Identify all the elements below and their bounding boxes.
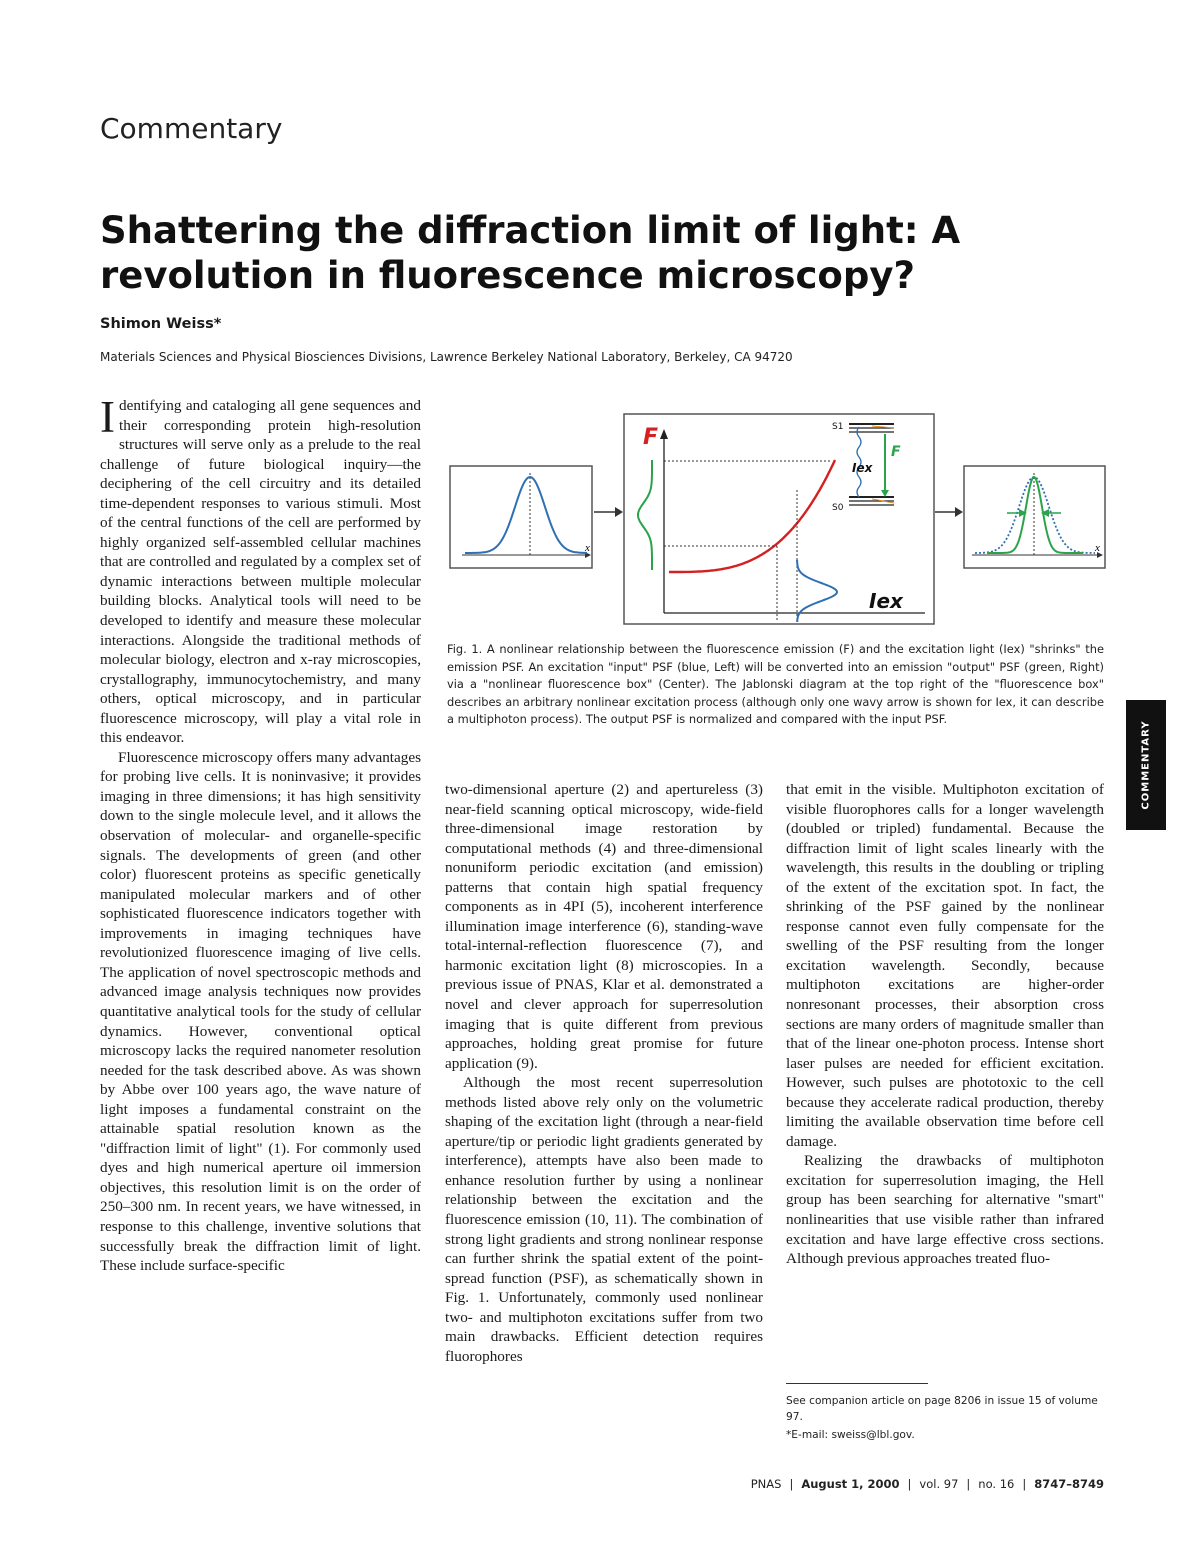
s0-level-label: S0 <box>832 503 844 513</box>
footnote-divider <box>786 1383 928 1384</box>
input-psf-panel <box>450 466 592 568</box>
page-footer: PNAS | August 1, 2000 | vol. 97 | no. 16 | 8747–8749 <box>750 1477 1104 1491</box>
fluorescence-axis-label: F <box>643 425 659 450</box>
output-psf-panel <box>964 466 1105 568</box>
footnotes <box>786 1393 1104 1445</box>
paragraph-4: Although the most recent superresolution methods listed above rely only on the volumetric shaping of the excitation light (through a near-field aperture/tip or periodic light gradients generated by interference), attempts have also been made to enhance resolution further by using a nonlinear relationship between the excitation and the fluorescence emission (10, 11). The combination of strong light gradients and strong nonlinear response can further shrink the spatial extent of the point-spread function (PSF), as schematically shown in Fig. 1. Unfortunately, commonly used nonlinear two- and multiphoton excitations suffer from two main drawbacks. Efficient detection requires fluorophores <box>445 1074 763 1365</box>
author-affiliation: Materials Sciences and Physical Biosciences Divisions, Lawrence Berkeley National Laboratory, Berkeley, CA 94720 <box>100 350 793 364</box>
nonlinear-fluorescence-box <box>624 414 934 624</box>
paragraph-1-text: dentifying and cataloging all gene sequences and their corresponding protein high-resolution structures will serve only as a prelude to the real challenge of future biological inquiry—the deciphering of the cell circuitry and its detailed time-dependent responses to various stimuli. Most of the central functions of the cell are performed by highly organized self-assembled cellular machines that are controlled and regulated by a complex set of dynamic interactions between multiple molecular building blocks. Analytical tools will need to be developed to identify and measure these molecular interactions. Alongside the traditional methods of molecular biology, electron and x-ray microscopies, crystallography, immunocytochemistry, and many others, optical microscopy, and in particular fluorescence microscopy, will play a vital role in this endeavor. <box>100 397 421 747</box>
s1-level-label: S1 <box>832 422 844 432</box>
x-axis-label-left: x <box>585 542 590 554</box>
x-axis-label-right: x <box>1095 542 1100 554</box>
section-label: Commentary <box>100 112 283 145</box>
paragraph-2: Fluorescence microscopy offers many advantages for probing live cells. It is noninvasive; it provides imaging in three dimensions; it has high sensitivity down to the single molecule level, and it allows the observation of molecular- and organelle-specific signals. The developments of green (and other color) fluorescent proteins as specific genetically manipulated molecular markers and of other sophisticated fluorescence indicators together with improvements in imaging techniques have revolutionized fluorescence imaging of live cells. The application of novel spectroscopic methods and advanced image analysis techniques now provides quantitative analytical tools for the study of cellular dynamics. However, conventional optical microscopy lacks the required nanometer resolution needed for the task described above. As was shown by Abbe over 100 years ago, the wave nature of light imposes a fundamental constraint on the attainable spatial resolution known as the "diffraction limit of light" (1). For commonly used dyes and high numerical aperture oil immersion objectives, this resolution limit is on the order of 250–300 nm. In recent years, we have witnessed, in response to this challenge, inventive solutions that successfully break the diffraction limit of light. These include surface-specific <box>100 748 421 1275</box>
excitation-axis-label: Iex <box>869 589 903 613</box>
footnote-email: *E-mail: sweiss@lbl.gov. <box>786 1429 915 1441</box>
figure-1 <box>447 410 1107 630</box>
paragraph-5: that emit in the visible. Multiphoton excitation of visible fluorophores calls for a longer wavelength (doubled or tripled) fundamental. Because the diffraction limit of light scales linearly with the wavelength, this results in the doubling or tripling of the extent of the excitation spot. In fact, the shrinking of the PSF gained by the nonlinear response cannot even fully compensate for the swelling of the PSF resulting from the longer excitation wavelength. Secondly, because multiphoton excitations are higher-order nonresonant processes, their absorption cross sections are many orders of magnitude smaller than that of the linear one-photon process. Intense short laser pulses are needed for efficient excitation. However, such pulses are phototoxic to the cell because they accelerate radical production, thereby limiting the available observation time before cell damage. <box>786 781 1104 1150</box>
paragraph-3: two-dimensional aperture (2) and apertureless (3) near-field scanning optical microscopy, wide-field three-dimensional image restoration by computational methods (4) and three-dimensional nonuniform periodic excitation (and emission) patterns that contain high spatial frequency components as in 4PI (5), incoherent interference illumination image interference (6), standing-wave total-internal-reflection fluorescence (7), and harmonic excitation light (8) microscopies. In a previous issue of PNAS, Klar et al. demonstrated a novel and clever approach for superresolution imaging that is quite different from previous approaches, holding great promise for future application (9). <box>445 781 763 1072</box>
section-side-tab <box>1126 700 1166 830</box>
side-tab-label: COMMENTARY <box>1140 720 1152 810</box>
author-name: Shimon Weiss* <box>100 316 222 332</box>
footer-date: August 1, 2000 <box>801 1477 900 1491</box>
body-column-1 <box>100 392 421 1276</box>
figure-caption: Fig. 1. A nonlinear relationship between the fluorescence emission (F) and the excitation light (Iex) "shrinks" the emission PSF. An excitation "input" PSF (blue, Left) will be converted into an emission "output" PSF (green, Right) via a "nonlinear fluorescence box" (Center). The Jablonski diagram at the top right of the "fluorescence box" describes an arbitrary nonlinear excitation process (although only one wavy arrow is shown for Iex, it can describe a multiphoton process). The output PSF is normalized and compared with the input PSF. <box>447 642 1104 726</box>
paragraph-1 <box>100 392 421 748</box>
footnote-companion: See companion article on page 8206 in issue 15 of volume 97. <box>786 1395 1098 1423</box>
jablonski-iex-label: Iex <box>852 461 873 475</box>
paragraph-6: Realizing the drawbacks of multiphoton excitation for superresolution imaging, the Hell group has been searching for alternative "smart" nonlinearities that use visible rather than infrared excitation and have large effective cross sections. Although previous approaches treated fluo- <box>786 1152 1104 1268</box>
body-column-2 <box>445 780 763 1366</box>
jablonski-f-label: F <box>891 444 901 460</box>
drop-cap: I <box>100 392 115 442</box>
footer-issue: no. 16 <box>978 1477 1015 1491</box>
footer-volume: vol. 97 <box>919 1477 959 1491</box>
arrow-right-icon <box>955 507 963 517</box>
footer-pages: 8747–8749 <box>1034 1477 1104 1491</box>
body-column-3 <box>786 780 1104 1269</box>
article-title: Shattering the diffraction limit of light: A revolution in fluorescence microscopy? <box>100 209 961 297</box>
arrow-right-icon <box>615 507 623 517</box>
footer-journal: PNAS <box>750 1477 782 1491</box>
